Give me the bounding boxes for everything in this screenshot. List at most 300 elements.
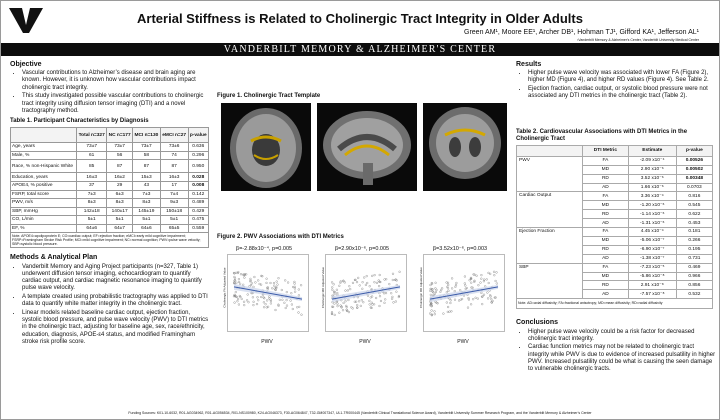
- funding-sources: Funding Sources: K01-10-6032, R01-AG034962, R01-AG056534, R01-NS100980, K24-AG046373, F30-AG064847, T32-GM007347, UL1-TR000445 (Vanderbilt Clinical Translational Science Award), Vanderbilt University Summer Research Program, and the Vanderbilt Memory & Alzheimer’s Center: [128, 411, 592, 415]
- table2-metric: AD: [583, 183, 629, 192]
- scatter-point: [355, 301, 357, 303]
- scatter-point: [290, 300, 292, 302]
- table1-row: [11, 224, 209, 233]
- scatter-fa-stat: β=-2.88x10⁻⁴, p=0.005: [235, 246, 293, 252]
- scatter-point: [235, 291, 237, 293]
- scatter-point: [369, 285, 371, 287]
- scatter-point: [489, 273, 491, 275]
- table2-estimate: 4.45 x10⁻⁴: [628, 228, 676, 237]
- results-heading: Results: [516, 61, 542, 68]
- scatter-point: [243, 304, 245, 306]
- conclusions-bullet: • Higher pulse wave velocity could be a risk factor for decreased cholinergic tract integrity.: [528, 329, 716, 343]
- table1-row-label: CO, L/min: [11, 216, 77, 225]
- scatter-point: [440, 291, 442, 293]
- scatter-point: [385, 292, 387, 294]
- table2-pvalue: 0.00526: [676, 156, 712, 165]
- scatter-point: [431, 310, 433, 312]
- scatter-point: [278, 277, 280, 279]
- scatter-point: [239, 283, 241, 285]
- scatter-point: [395, 301, 397, 303]
- scatter-rd-xlabel: PWV: [457, 338, 469, 345]
- scatter-point: [371, 296, 373, 298]
- table2-pvalue: 0.266: [676, 236, 712, 245]
- table1-caption: Table 1. Participant Characteristics by Diagnosis: [10, 117, 149, 124]
- table2-header-cell: Estimate: [628, 145, 676, 156]
- scatter-point: [375, 297, 377, 299]
- table2-estimate: 2.91 x10⁻⁸: [628, 281, 676, 290]
- scatter-point: [291, 304, 293, 306]
- table1-cell: 0.636: [188, 143, 209, 152]
- scatter-point: [467, 307, 469, 309]
- scatter-point: [336, 292, 338, 294]
- table1-cell: 64±6: [77, 224, 107, 233]
- scatter-point: [450, 302, 452, 304]
- figure2-caption: Figure 2. PWV Associations with DTI Metrics: [217, 234, 344, 240]
- table2-row: [517, 263, 713, 272]
- scatter-point: [383, 292, 385, 294]
- scatter-point: [273, 282, 275, 284]
- scatter-point: [430, 284, 432, 286]
- table2-note: Note. AD=axial diffusivity; FA=fractional anisotropy; MD=mean diffusivity; RD=radial diffusivity: [516, 299, 713, 309]
- results-list: [516, 70, 716, 100]
- scatter-fa-ylabel: Cholinergic FA Adjusted Value: [222, 267, 227, 308]
- table2-group-label: Ejection Fraction: [517, 228, 583, 264]
- scatter-point: [470, 303, 472, 305]
- scatter-point: [352, 282, 354, 284]
- objective-list: [10, 70, 210, 115]
- scatter-point: [496, 272, 498, 274]
- scatter-point: [348, 285, 350, 287]
- objective-bullet: • Vascular contributions to Alzheimer’s disease and brain aging are known. However, it is unknown how vascular contributions impact cholinergic tract integrity.: [22, 70, 210, 92]
- scatter-point: [243, 301, 245, 303]
- scatter-point: [331, 287, 333, 289]
- table2-estimate: -5.86 x10⁻⁸: [628, 272, 676, 281]
- scatter-point: [493, 274, 495, 276]
- table2-metric: MD: [583, 165, 629, 174]
- table1-cell: 29: [107, 181, 133, 190]
- table1-cell: 16±3: [160, 173, 188, 182]
- scatter-point: [282, 299, 284, 301]
- left-column: [10, 61, 210, 347]
- scatter-point: [471, 287, 473, 289]
- scatter-point: [366, 282, 368, 284]
- table1-header-cell: [11, 128, 77, 143]
- scatter-point: [298, 312, 300, 314]
- scatter-point: [447, 306, 449, 308]
- scatter-point: [393, 302, 395, 304]
- table1-cell: 0.475: [188, 216, 209, 225]
- table1-row-label: FSRP, total score: [11, 190, 77, 199]
- table1-row-label: SBP, mmHg: [11, 207, 77, 216]
- scatter-point: [489, 294, 491, 296]
- table1-cell: 65±5: [160, 224, 188, 233]
- table1-row-label: APOE4, % positive: [11, 181, 77, 190]
- table1-cell: 17: [160, 181, 188, 190]
- scatter-point: [374, 274, 376, 276]
- scatter-point: [337, 303, 339, 305]
- table1-cell: 0.028: [188, 173, 209, 182]
- figure2-panels: [217, 246, 509, 356]
- scatter-point: [481, 292, 483, 294]
- table1-cell: 5±1: [133, 216, 161, 225]
- table2-group-label: Cardiac Output: [517, 192, 583, 228]
- scatter-point: [236, 282, 238, 284]
- scatter-point: [487, 292, 489, 294]
- scatter-point: [270, 282, 272, 284]
- table2-pvalue: 0.181: [676, 228, 712, 237]
- scatter-point: [279, 299, 281, 301]
- scatter-point: [451, 288, 453, 290]
- table1-cell: 5±1: [107, 216, 133, 225]
- scatter-point: [253, 301, 255, 303]
- scatter-point: [477, 298, 479, 300]
- scatter-point: [238, 304, 240, 306]
- table2-pvalue: 0.469: [676, 263, 712, 272]
- scatter-point: [369, 304, 371, 306]
- scatter-point: [392, 279, 394, 281]
- scatter-point: [495, 280, 497, 282]
- scatter-point: [490, 298, 492, 300]
- table1-cell: 140±17: [107, 207, 133, 216]
- scatter-point: [464, 276, 466, 278]
- scatter-point: [277, 284, 279, 286]
- brain-sagittal-image: [317, 103, 417, 191]
- table1-cell: 64±6: [133, 224, 161, 233]
- scatter-point: [286, 299, 288, 301]
- methods-list: [10, 264, 210, 346]
- table1-cell: 37: [77, 181, 107, 190]
- scatter-point: [357, 277, 359, 279]
- table2-row: [517, 156, 713, 165]
- scatter-point: [454, 290, 456, 292]
- objective-bullet: • This study investigated possible vascular contributions to cholinergic tract integrity using diffusion tensor imaging (DTI) and a novel tractography method.: [22, 93, 210, 115]
- scatter-rd-ylabel: Cholinergic RD Adjusted Value: [418, 267, 423, 309]
- scatter-point: [298, 289, 300, 291]
- scatter-point: [298, 294, 300, 296]
- table1-cell: 16±3: [77, 173, 107, 182]
- table1-row: [11, 143, 209, 152]
- scatter-point: [253, 304, 255, 306]
- table2-pvalue: 0.532: [676, 290, 712, 299]
- table2-pvalue: 0.966: [676, 272, 712, 281]
- scatter-point: [345, 290, 347, 292]
- table1-row: [11, 190, 209, 199]
- scatter-point: [360, 305, 362, 307]
- scatter-point: [294, 291, 296, 293]
- table1-cell: 7±3: [133, 190, 161, 199]
- scatter-point: [362, 301, 364, 303]
- table2-estimate: -2.09 x10⁻⁴: [628, 156, 676, 165]
- table1-row-label: Education, years: [11, 173, 77, 182]
- scatter-point: [347, 290, 349, 292]
- table1-row-label: Age, years: [11, 143, 77, 152]
- scatter-point: [334, 314, 336, 316]
- table2-metric: FA: [583, 156, 629, 165]
- scatter-point: [440, 289, 442, 291]
- scatter-point: [270, 303, 272, 305]
- conclusions-list: [516, 329, 716, 374]
- brain-axial-image: [221, 103, 311, 191]
- scatter-point: [260, 284, 262, 286]
- scatter-point: [369, 300, 371, 302]
- table2-metric: MD: [583, 236, 629, 245]
- scatter-fa-plot: [227, 254, 309, 332]
- center-banner: VANDERBILT MEMORY & ALZHEIMER'S CENTER: [1, 43, 719, 56]
- scatter-point: [237, 298, 239, 300]
- table1-header-cell: Total n=327: [77, 128, 107, 143]
- table2-estimate: -6.90 x10⁻⁷: [628, 245, 676, 254]
- table1-cell: 16±2: [107, 173, 133, 182]
- scatter-point: [361, 299, 363, 301]
- right-column: [516, 61, 716, 375]
- table2-pvalue: 0.00502: [676, 165, 712, 174]
- scatter-point: [460, 299, 462, 301]
- figure1-images: [221, 103, 507, 191]
- table1-cell: 0.489: [188, 199, 209, 208]
- scatter-point: [257, 280, 259, 282]
- table1-cell: 142±18: [77, 207, 107, 216]
- affiliation: ¹Vanderbilt Memory & Alzheimer's Center, Vanderbilt University Medical Center: [577, 38, 699, 42]
- scatter-point: [384, 299, 386, 301]
- scatter-point: [281, 289, 283, 291]
- scatter-point: [390, 292, 392, 294]
- scatter-point: [365, 284, 367, 286]
- table1-cell: 85: [77, 160, 107, 173]
- scatter-point: [451, 278, 453, 280]
- scatter-rd-plot: [423, 254, 505, 332]
- table2-metric: RD: [583, 174, 629, 183]
- participant-table: [10, 127, 209, 233]
- table1-cell: 73±7: [133, 143, 161, 152]
- table1-row-label: Male, %: [11, 151, 77, 160]
- scatter-point: [286, 305, 288, 307]
- scatter-point: [265, 303, 267, 305]
- scatter-point: [266, 282, 268, 284]
- scatter-point: [333, 283, 335, 285]
- scatter-point: [436, 289, 438, 291]
- table1-cell: 8±3: [107, 199, 133, 208]
- table1-cell: 64±7: [107, 224, 133, 233]
- table1-note: Note. APOE4=apolipoprotein E; CO=cardiac output; EF=ejection fraction; eMCI=early mild cognitive impairment; FSRP=Framingham Stroke Risk Profile; MCI=mild cognitive impairment; NC=normal cognition; PWV=pulse wave velocity; SBP=systolic blood pressure.: [10, 233, 209, 248]
- scatter-point: [260, 296, 262, 298]
- scatter-point: [331, 282, 333, 284]
- scatter-point: [266, 278, 268, 280]
- scatter-point: [379, 295, 381, 297]
- table1-cell: 0.008: [188, 181, 209, 190]
- scatter-point: [255, 282, 257, 284]
- table1-cell: 8±3: [133, 199, 161, 208]
- scatter-point: [284, 302, 286, 304]
- table2-estimate: -7.57 x10⁻⁸: [628, 290, 676, 299]
- scatter-point: [443, 313, 445, 315]
- table2-pvalue: 0.731: [676, 254, 712, 263]
- scatter-point: [338, 312, 340, 314]
- scatter-point: [447, 284, 449, 286]
- table1-header-cell: MCI n=130: [133, 128, 161, 143]
- table2-row: [517, 228, 713, 237]
- methods-bullet: • Linear models related baseline cardiac output, ejection fraction, systolic blood pressure, and pulse wave velocity (PWV) to DTI metrics in the cholinergic tract, adjusting for baseline age, sex, race/ethnicity, education, diagnosis, APOE-ε4 status, and modified Framingham stroke risk profile score.: [22, 310, 210, 346]
- table1-cell: 7±3: [77, 190, 107, 199]
- scatter-fa: [219, 246, 309, 345]
- table2-estimate: -1.38 x10⁻⁷: [628, 254, 676, 263]
- scatter-point: [379, 274, 381, 276]
- scatter-point: [361, 288, 363, 290]
- table2-metric: AD: [583, 219, 629, 228]
- scatter-point: [392, 296, 394, 298]
- scatter-point: [480, 282, 482, 284]
- scatter-point: [380, 300, 382, 302]
- table1-cell: 9±3: [160, 199, 188, 208]
- scatter-point: [396, 291, 398, 293]
- table2-metric: RD: [583, 281, 629, 290]
- scatter-point: [263, 301, 265, 303]
- scatter-point: [454, 299, 456, 301]
- scatter-point: [392, 273, 394, 275]
- scatter-point: [257, 299, 259, 301]
- scatter-point: [269, 296, 271, 298]
- table1-cell: 0.559: [188, 224, 209, 233]
- table1-header-cell: eMCI n=27: [160, 128, 188, 143]
- scatter-point: [268, 298, 270, 300]
- scatter-point: [337, 305, 339, 307]
- table1-row: [11, 207, 209, 216]
- scatter-point: [472, 298, 474, 300]
- vanderbilt-logo: [7, 5, 45, 35]
- table2-pvalue: 0.453: [676, 219, 712, 228]
- table1-row: [11, 173, 209, 182]
- scatter-point: [430, 290, 432, 292]
- scatter-point: [470, 282, 472, 284]
- scatter-point: [237, 300, 239, 302]
- table1-cell: 5±1: [160, 216, 188, 225]
- scatter-point: [378, 285, 380, 287]
- table2-pvalue: 0.816: [676, 192, 712, 201]
- table2-metric: FA: [583, 192, 629, 201]
- scatter-md-ylabel: Cholinergic MD Adjusted Value: [320, 267, 325, 309]
- table1-row: [11, 160, 209, 173]
- table1-cell: 0.142: [188, 190, 209, 199]
- table2-header-cell: p-value: [676, 145, 712, 156]
- table1-cell: 6±3: [107, 190, 133, 199]
- table1-cell: 73±6: [160, 143, 188, 152]
- scatter-point: [284, 280, 286, 282]
- scatter-point: [287, 282, 289, 284]
- scatter-point: [481, 303, 483, 305]
- scatter-point: [242, 284, 244, 286]
- table2-metric: FA: [583, 263, 629, 272]
- scatter-point: [247, 294, 249, 296]
- table2-metric: MD: [583, 272, 629, 281]
- methods-heading: Methods & Analytical Plan: [10, 254, 98, 262]
- scatter-point: [451, 310, 453, 312]
- results-bullet: • Higher pulse wave velocity was associated with lower FA (Figure 2), higher MD (Figure 4), and higher RD values (Figure 4). See Table 2.: [528, 70, 716, 84]
- scatter-fa-xlabel: PWV: [261, 338, 273, 345]
- scatter-point: [399, 271, 401, 273]
- scatter-point: [256, 303, 258, 305]
- table1-cell: 43: [133, 181, 161, 190]
- scatter-point: [431, 283, 433, 285]
- conclusions-heading: Conclusions: [516, 319, 559, 327]
- table1-cell: 0.296: [188, 151, 209, 160]
- table1-cell: 0.950: [188, 160, 209, 173]
- fit-line: [430, 287, 498, 299]
- scatter-point: [359, 285, 361, 287]
- scatter-point: [271, 287, 273, 289]
- scatter-point: [430, 294, 432, 296]
- scatter-point: [456, 282, 458, 284]
- scatter-point: [257, 296, 259, 298]
- scatter-point: [300, 284, 302, 286]
- scatter-point: [290, 292, 292, 294]
- brain-coronal-image: [423, 103, 507, 191]
- scatter-point: [366, 275, 368, 277]
- scatter-point: [435, 291, 437, 293]
- table2-group-label: PWV: [517, 156, 583, 192]
- table2-estimate: -1.14 x10⁻⁶: [628, 210, 676, 219]
- table1-cell: 74: [160, 151, 188, 160]
- scatter-point: [459, 289, 461, 291]
- scatter-rd: [415, 246, 505, 345]
- table1-cell: 5±1: [77, 216, 107, 225]
- scatter-point: [446, 291, 448, 293]
- table1-cell: 56: [107, 151, 133, 160]
- dti-association-table: [516, 145, 713, 299]
- scatter-point: [435, 282, 437, 284]
- scatter-point: [250, 278, 252, 280]
- table1-row: [11, 199, 209, 208]
- scatter-point: [464, 283, 466, 285]
- scatter-point: [490, 296, 492, 298]
- scatter-point: [235, 272, 237, 274]
- scatter-point: [351, 306, 353, 308]
- scatter-point: [296, 306, 298, 308]
- scatter-rd-stat: β=3.52x10⁻⁶, p=0.003: [432, 246, 488, 252]
- scatter-point: [379, 305, 381, 307]
- scatter-point: [478, 284, 480, 286]
- table1-row: [11, 216, 209, 225]
- table2-metric: AD: [583, 290, 629, 299]
- scatter-point: [343, 302, 345, 304]
- scatter-point: [481, 274, 483, 276]
- scatter-point: [374, 281, 376, 283]
- scatter-point: [487, 298, 489, 300]
- table1-row-label: EF, %: [11, 224, 77, 233]
- table1-cell: 145±19: [133, 207, 161, 216]
- results-bullet: • Ejection fraction, cardiac output, or systolic blood pressure were not associated any DTI metrics in the cholinergic tract (Table 2).: [528, 86, 716, 100]
- scatter-point: [273, 285, 275, 287]
- table2-pvalue: 0.545: [676, 201, 712, 210]
- scatter-point: [384, 302, 386, 304]
- table1-row-label: PWV, m/s: [11, 199, 77, 208]
- scatter-point: [448, 290, 450, 292]
- table2-estimate: -1.20 x10⁻⁶: [628, 201, 676, 210]
- scatter-md-plot: [325, 254, 407, 332]
- scatter-md-stat: β=2.90x10⁻⁶, p=0.005: [334, 246, 390, 252]
- table1-cell: 8±3: [77, 199, 107, 208]
- table1-cell: 0.429: [188, 207, 209, 216]
- scatter-point: [493, 271, 495, 273]
- scatter-point: [376, 282, 378, 284]
- scatter-point: [371, 302, 373, 304]
- scatter-point: [342, 309, 344, 311]
- scatter-point: [266, 300, 268, 302]
- table1-cell: 58: [133, 151, 161, 160]
- table2-pvalue: 0.856: [676, 281, 712, 290]
- objective-heading: Objective: [10, 61, 42, 68]
- scatter-point: [241, 298, 243, 300]
- table1-cell: 61: [77, 151, 107, 160]
- table2-pvalue: 0.195: [676, 245, 712, 254]
